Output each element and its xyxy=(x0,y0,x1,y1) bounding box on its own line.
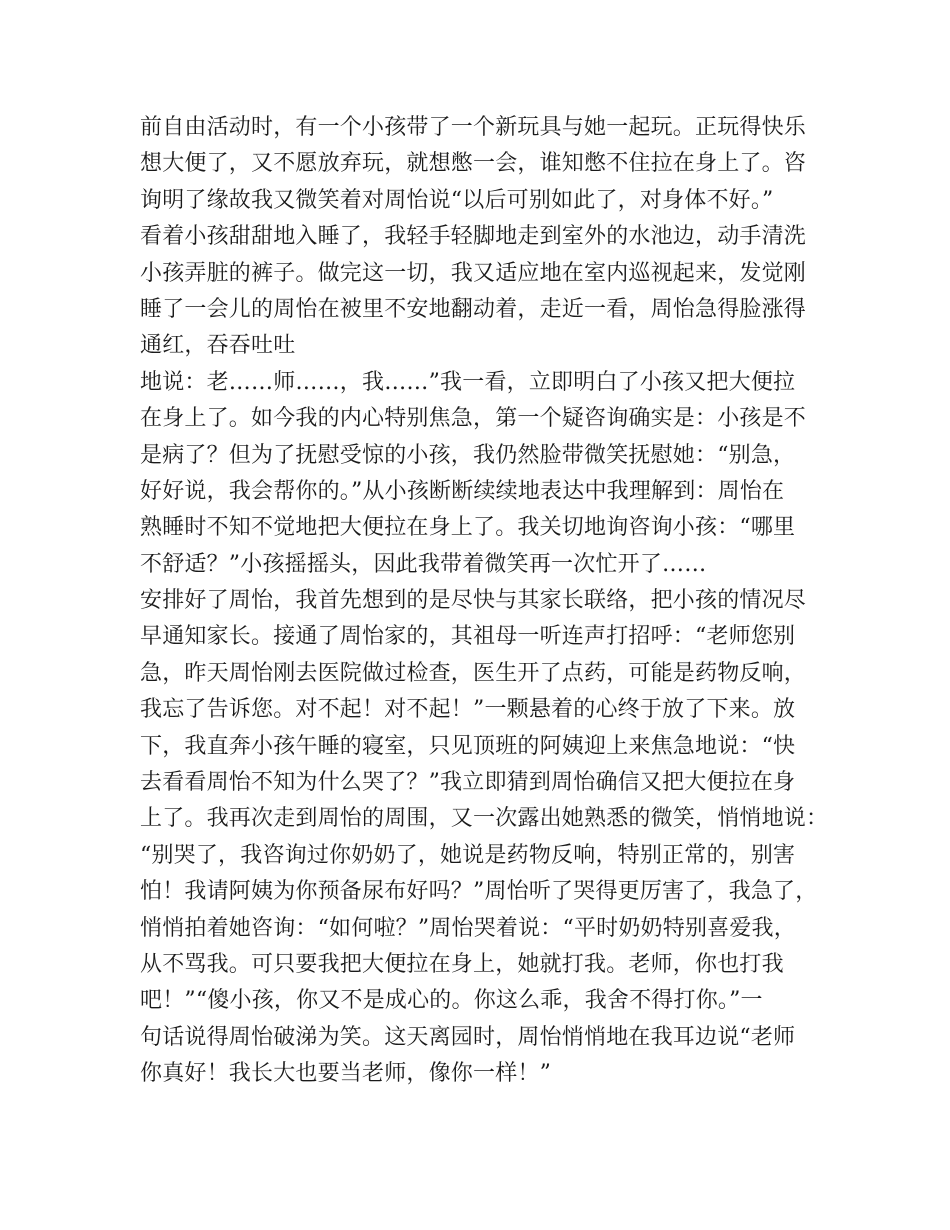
text-line: 从不骂我。可只要我把大便拉在身上，她就打我。老师，你也打我 xyxy=(140,951,784,977)
text-line: 前自由活动时，有一个小孩带了一个新玩具与她一起玩。正玩得快乐 xyxy=(140,115,807,140)
text-line: 通红，吞吞吐吐 xyxy=(140,333,296,359)
text-body xyxy=(140,110,830,1093)
text-line: 悄悄拍着她咨询：“如何啦？”周怡哭着说：“平时奶奶特别喜爱我， xyxy=(140,915,796,941)
text-line: 看着小孩甜甜地入睡了，我轻手轻脚地走到室外的水池边，动手清洗 xyxy=(140,224,807,250)
text-line: 句话说得周怡破涕为笑。这天离园时，周怡悄悄地在我耳边说“老师 xyxy=(140,1024,796,1050)
text-line: 去看看周怡不知为什么哭了？”我立即猜到周怡确信又把大便拉在身 xyxy=(140,770,796,796)
text-line: “别哭了，我咨询过你奶奶了，她说是药物反响，特别正常的，别害 xyxy=(140,842,796,868)
text-line: 你真好！我长大也要当老师，像你一样！” xyxy=(140,1061,552,1087)
text-line: 怕！我请阿姨为你预备尿布好吗？”周怡听了哭得更厉害了，我急了， xyxy=(140,879,818,905)
text-line: 小孩弄脏的裤子。做完这一切，我又适应地在室内巡视起来，发觉刚 xyxy=(140,260,807,286)
text-line: 询明了缘故我又微笑着对周怡说“以后可别如此了，对身体不好。” xyxy=(140,187,774,213)
text-line: 急，昨天周怡刚去医院做过检查，医生开了点药，可能是药物反响， xyxy=(140,660,807,686)
text-line: 想大便了，又不愿放弃玩，就想憋一会，谁知憋不住拉在身上了。咨 xyxy=(140,151,807,177)
text-line: 安排好了周怡，我首先想到的是尽快与其家长联络，把小孩的情况尽 xyxy=(140,588,807,614)
text-line: 是病了？但为了抚慰受惊的小孩，我仍然脸带微笑抚慰她：“别急， xyxy=(140,442,796,468)
text-line: 吧！”“傻小孩，你又不是成心的。你这么乖，我舍不得打你。”一 xyxy=(140,988,763,1014)
text-line: 下，我直奔小孩午睡的寝室，只见顶班的阿姨迎上来焦急地说：“快 xyxy=(140,733,796,759)
text-line: 不舒适？”小孩摇摇头，因此我带着微笑再一次忙开了…… xyxy=(140,551,707,577)
text-line: 好好说，我会帮你的。”从小孩断断续续地表达中我理解到：周怡在 xyxy=(140,478,785,504)
text-line: 熟睡时不知不觉地把大便拉在身上了。我关切地询咨询小孩：“哪里 xyxy=(140,515,796,541)
text-line: 早通知家长。接通了周怡家的，其祖母一听连声打招呼：“老师您别 xyxy=(140,624,796,650)
text-line: 上了。我再次走到周怡的周围，又一次露出她熟悉的微笑，悄悄地说： xyxy=(140,806,829,832)
text-line: 睡了一会儿的周怡在被里不安地翻动着，走近一看，周怡急得脸涨得 xyxy=(140,296,807,322)
text-line: 我忘了告诉您。对不起！对不起！”一颗悬着的心终于放了下来。放 xyxy=(140,697,796,723)
text-line: 地说：老……师……，我……”我一看，立即明白了小孩又把大便拉 xyxy=(140,369,796,395)
text-line: 在身上了。如今我的内心特别焦急，第一个疑咨询确实是：小孩是不 xyxy=(140,406,807,432)
